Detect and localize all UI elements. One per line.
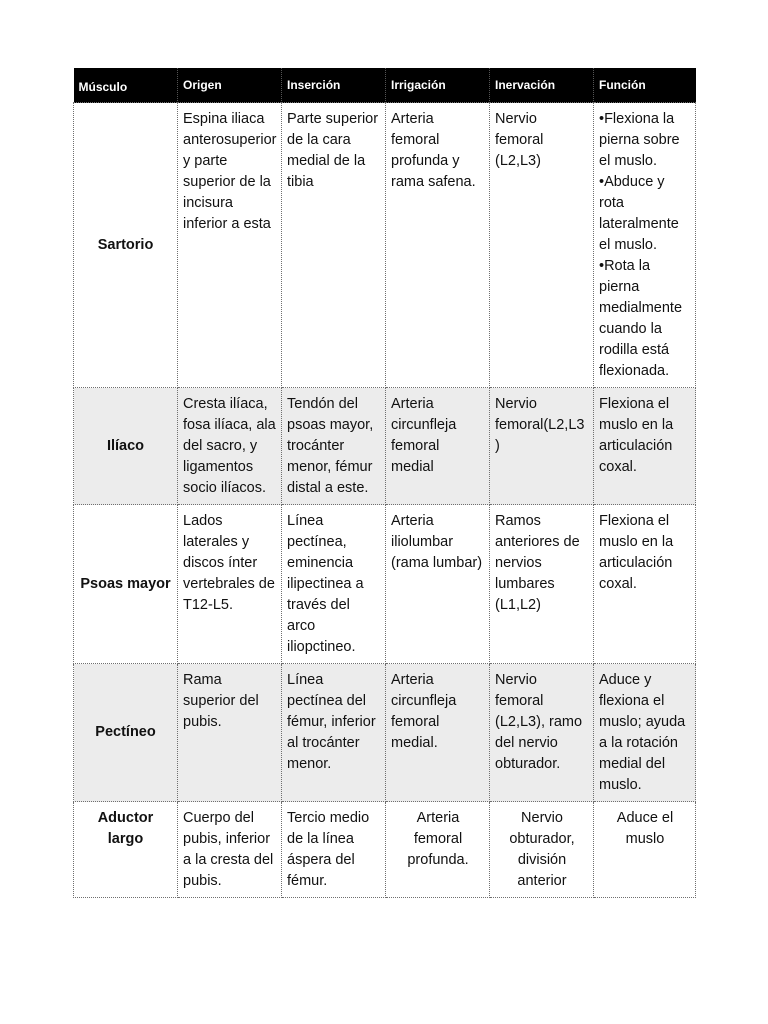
- cell-musculo: Pectíneo: [74, 664, 178, 802]
- cell-insercion: Línea pectínea del fémur, inferior al trocánter menor.: [282, 664, 386, 802]
- cell-musculo: Sartorio: [74, 103, 178, 388]
- cell-insercion: Tendón del psoas mayor, trocánter menor, fémur distal a este.: [282, 388, 386, 505]
- cell-irrigacion: Arteria femoral profunda.: [386, 802, 490, 898]
- cell-irrigacion: Arteria iliolumbar (rama lumbar): [386, 505, 490, 664]
- cell-origen: Cuerpo del pubis, inferior a la cresta del pubis.: [178, 802, 282, 898]
- cell-funcion: Flexiona el muslo en la articulación coxal.: [594, 505, 696, 664]
- cell-funcion: Aduce y flexiona el muslo; ayuda a la rotación medial del muslo.: [594, 664, 696, 802]
- cell-origen: Rama superior del pubis.: [178, 664, 282, 802]
- table-row: [74, 388, 696, 505]
- cell-origen: Lados laterales y discos ínter vertebrales de T12-L5.: [178, 505, 282, 664]
- funcion-item: •Rota la pierna medialmente cuando la rodilla está flexionada.: [599, 258, 683, 379]
- funcion-item: •Flexiona la pierna sobre el muslo.: [599, 111, 680, 169]
- cell-inervacion: Nervio femoral(L2,L3): [490, 388, 594, 505]
- header-row: [74, 68, 696, 103]
- cell-insercion: Línea pectínea, eminencia ilipectinea a través del arco iliopctineo.: [282, 505, 386, 664]
- header-inervacion: Inervación: [490, 68, 594, 103]
- cell-funcion: [594, 103, 696, 388]
- muscle-table: [73, 68, 696, 898]
- cell-musculo: Psoas mayor: [74, 505, 178, 664]
- cell-insercion: Tercio medio de la línea áspera del fémur.: [282, 802, 386, 898]
- cell-inervacion: Ramos anteriores de nervios lumbares (L1,L2): [490, 505, 594, 664]
- cell-musculo: Ilíaco: [74, 388, 178, 505]
- cell-inervacion: Nervio femoral (L2,L3): [490, 103, 594, 388]
- cell-origen: Cresta ilíaca, fosa ilíaca, ala del sacro, y ligamentos socio ilíacos.: [178, 388, 282, 505]
- cell-irrigacion: Arteria circunfleja femoral medial.: [386, 664, 490, 802]
- cell-inervacion: Nervio femoral (L2,L3), ramo del nervio obturador.: [490, 664, 594, 802]
- table-header: [74, 68, 696, 103]
- cell-funcion: Aduce el muslo: [594, 802, 696, 898]
- cell-insercion: Parte superior de la cara medial de la tibia: [282, 103, 386, 388]
- cell-irrigacion: Arteria femoral profunda y rama safena.: [386, 103, 490, 388]
- cell-musculo: Aductor largo: [74, 802, 178, 898]
- cell-irrigacion: Arteria circunfleja femoral medial: [386, 388, 490, 505]
- table-row: [74, 505, 696, 664]
- table-row: [74, 802, 696, 898]
- table-row: [74, 103, 696, 388]
- cell-funcion: Flexiona el muslo en la articulación coxal.: [594, 388, 696, 505]
- cell-inervacion: Nervio obturador, división anterior: [490, 802, 594, 898]
- header-origen: Origen: [178, 68, 282, 103]
- header-irrigacion: Irrigación: [386, 68, 490, 103]
- header-musculo: Músculo: [74, 68, 178, 103]
- header-insercion: Inserción: [282, 68, 386, 103]
- header-funcion: Función: [594, 68, 696, 103]
- funcion-item: •Abduce y rota lateralmente el muslo.: [599, 174, 679, 253]
- table-row: [74, 664, 696, 802]
- cell-origen: Espina iliaca anterosuperior y parte superior de la incisura inferior a esta: [178, 103, 282, 388]
